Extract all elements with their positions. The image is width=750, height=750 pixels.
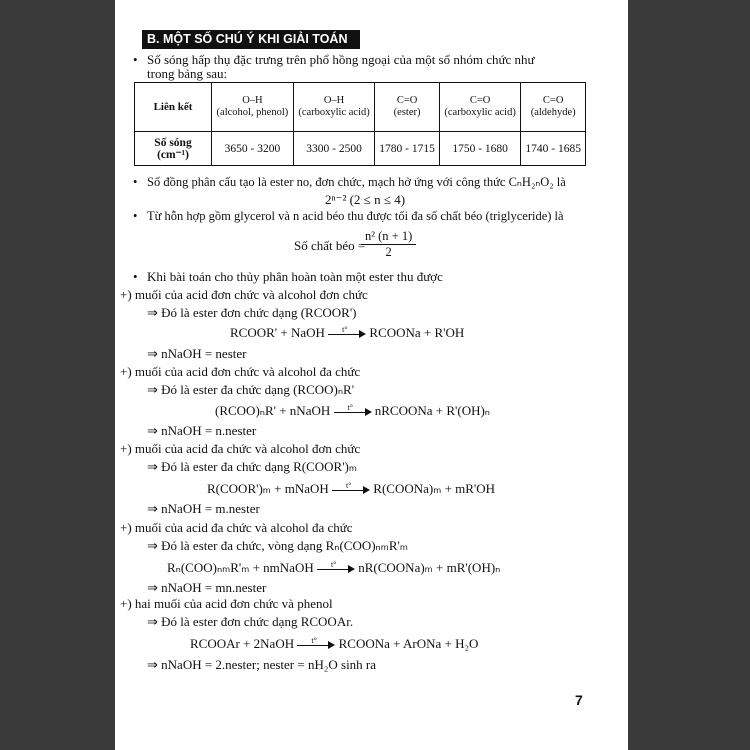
table-row xyxy=(135,83,586,132)
reaction-arrow-icon: t° xyxy=(317,564,355,574)
case-result: ⇒ nNaOH = nester xyxy=(147,346,247,361)
triglyceride-note: • Từ hỗn hợp gồm glycerol và n acid béo thu được tối đa số chất béo (triglyceride) là xyxy=(133,209,564,223)
reaction-arrow-icon: t° xyxy=(334,407,372,417)
table-cell: C=O (aldehyde) xyxy=(521,83,586,132)
document-page xyxy=(115,0,628,750)
table-cell: O–H (alcohol, phenol) xyxy=(212,83,294,132)
case-result: ⇒ nNaOH = 2.nester; nester = nH₂O sinh ra xyxy=(147,657,377,672)
case-note: ⇒ Đó là ester đa chức, vòng dạng Rₙ(COO)ₙₘR'ₘ xyxy=(147,538,408,553)
case-title: +) muối của acid đa chức và alcohol đơn chức xyxy=(120,441,361,456)
reaction-equation: (RCOO)ₙR' + nNaOH t° nRCOONa + R'(OH)ₙ xyxy=(215,403,490,418)
viewer-left-margin xyxy=(0,0,115,750)
fat-count-label: Số chất béo = xyxy=(294,238,366,253)
table-cell: 3650 - 3200 xyxy=(212,132,294,166)
hydrolysis-intro: • Khi bài toán cho thủy phân hoàn toàn một ester thu được xyxy=(133,269,443,284)
reaction-arrow-icon: t° xyxy=(328,329,366,339)
case-note: ⇒ Đó là ester đa chức dạng R(COOR')ₘ xyxy=(147,459,357,474)
case-title: +) muối của acid đơn chức và alcohol đơn chức xyxy=(120,287,368,302)
intro-line-2: trong bảng sau: xyxy=(147,66,228,81)
table-cell: C=O (ester) xyxy=(375,83,440,132)
isomer-note: • Số đồng phân cấu tạo là ester no, đơn chức, mạch hở ứng với công thức CₙH₂ₙO₂ là xyxy=(133,175,566,189)
table-cell: O–H (carboxylic acid) xyxy=(293,83,374,132)
reaction-equation: RCOOR' + NaOH t° RCOONa + R'OH xyxy=(230,325,465,340)
case-result: ⇒ nNaOH = n.nester xyxy=(147,423,257,438)
fraction-denominator: 2 xyxy=(385,245,392,259)
section-heading: B. MỘT SỐ CHÚ Ý KHI GIẢI TOÁN xyxy=(147,32,348,46)
case-result: ⇒ nNaOH = mn.nester xyxy=(147,580,267,595)
table-cell: 1750 - 1680 xyxy=(439,132,520,166)
table-cell: 1780 - 1715 xyxy=(375,132,440,166)
table-cell: 3300 - 2500 xyxy=(293,132,374,166)
case-title: +) muối của acid đơn chức và alcohol đa chức xyxy=(120,364,361,379)
viewer-right-margin xyxy=(628,0,750,750)
bullet-icon: • xyxy=(133,209,138,223)
case-title: +) hai muối của acid đơn chức và phenol xyxy=(120,596,333,611)
case-note: ⇒ Đó là ester đơn chức dạng (RCOOR') xyxy=(147,305,357,320)
reaction-arrow-icon: t° xyxy=(332,485,370,495)
case-note: ⇒ Đó là ester đơn chức dạng RCOOAr. xyxy=(147,614,354,629)
reaction-equation: Rₙ(COO)ₙₘR'ₘ + nmNaOH t° nR(COONa)ₘ + mR'(OH)ₙ xyxy=(167,560,501,575)
table-row xyxy=(135,132,586,166)
bullet-icon: • xyxy=(133,269,138,284)
bullet-icon: • xyxy=(133,52,138,67)
reaction-arrow-icon: t° xyxy=(297,640,335,650)
reaction-equation: RCOOAr + 2NaOH t° RCOONa + ArONa + H₂O xyxy=(190,636,479,651)
table-row-label: Số sóng (cm⁻¹) xyxy=(135,132,212,166)
bullet-icon: • xyxy=(133,175,138,189)
reaction-equation: R(COOR')ₘ + mNaOH t° R(COONa)ₘ + mR'OH xyxy=(207,481,496,496)
fraction-numerator: n² (n + 1) xyxy=(361,229,416,245)
intro-line-1: • Số sóng hấp thụ đặc trưng trên phổ hồng ngoại của một số nhóm chức như xyxy=(133,52,535,67)
fat-count-fraction xyxy=(361,229,416,260)
page-number: 7 xyxy=(575,692,583,708)
table-cell: C=O (carboxylic acid) xyxy=(439,83,520,132)
isomer-formula: 2ⁿ⁻² (2 ≤ n ≤ 4) xyxy=(325,192,406,207)
table-row-label: Liên kết xyxy=(135,83,212,132)
case-note: ⇒ Đó là ester đa chức dạng (RCOO)ₙR' xyxy=(147,382,355,397)
ir-table xyxy=(134,82,586,166)
case-result: ⇒ nNaOH = m.nester xyxy=(147,501,260,516)
case-title: +) muối của acid đa chức và alcohol đa chức xyxy=(120,520,353,535)
table-cell: 1740 - 1685 xyxy=(521,132,586,166)
